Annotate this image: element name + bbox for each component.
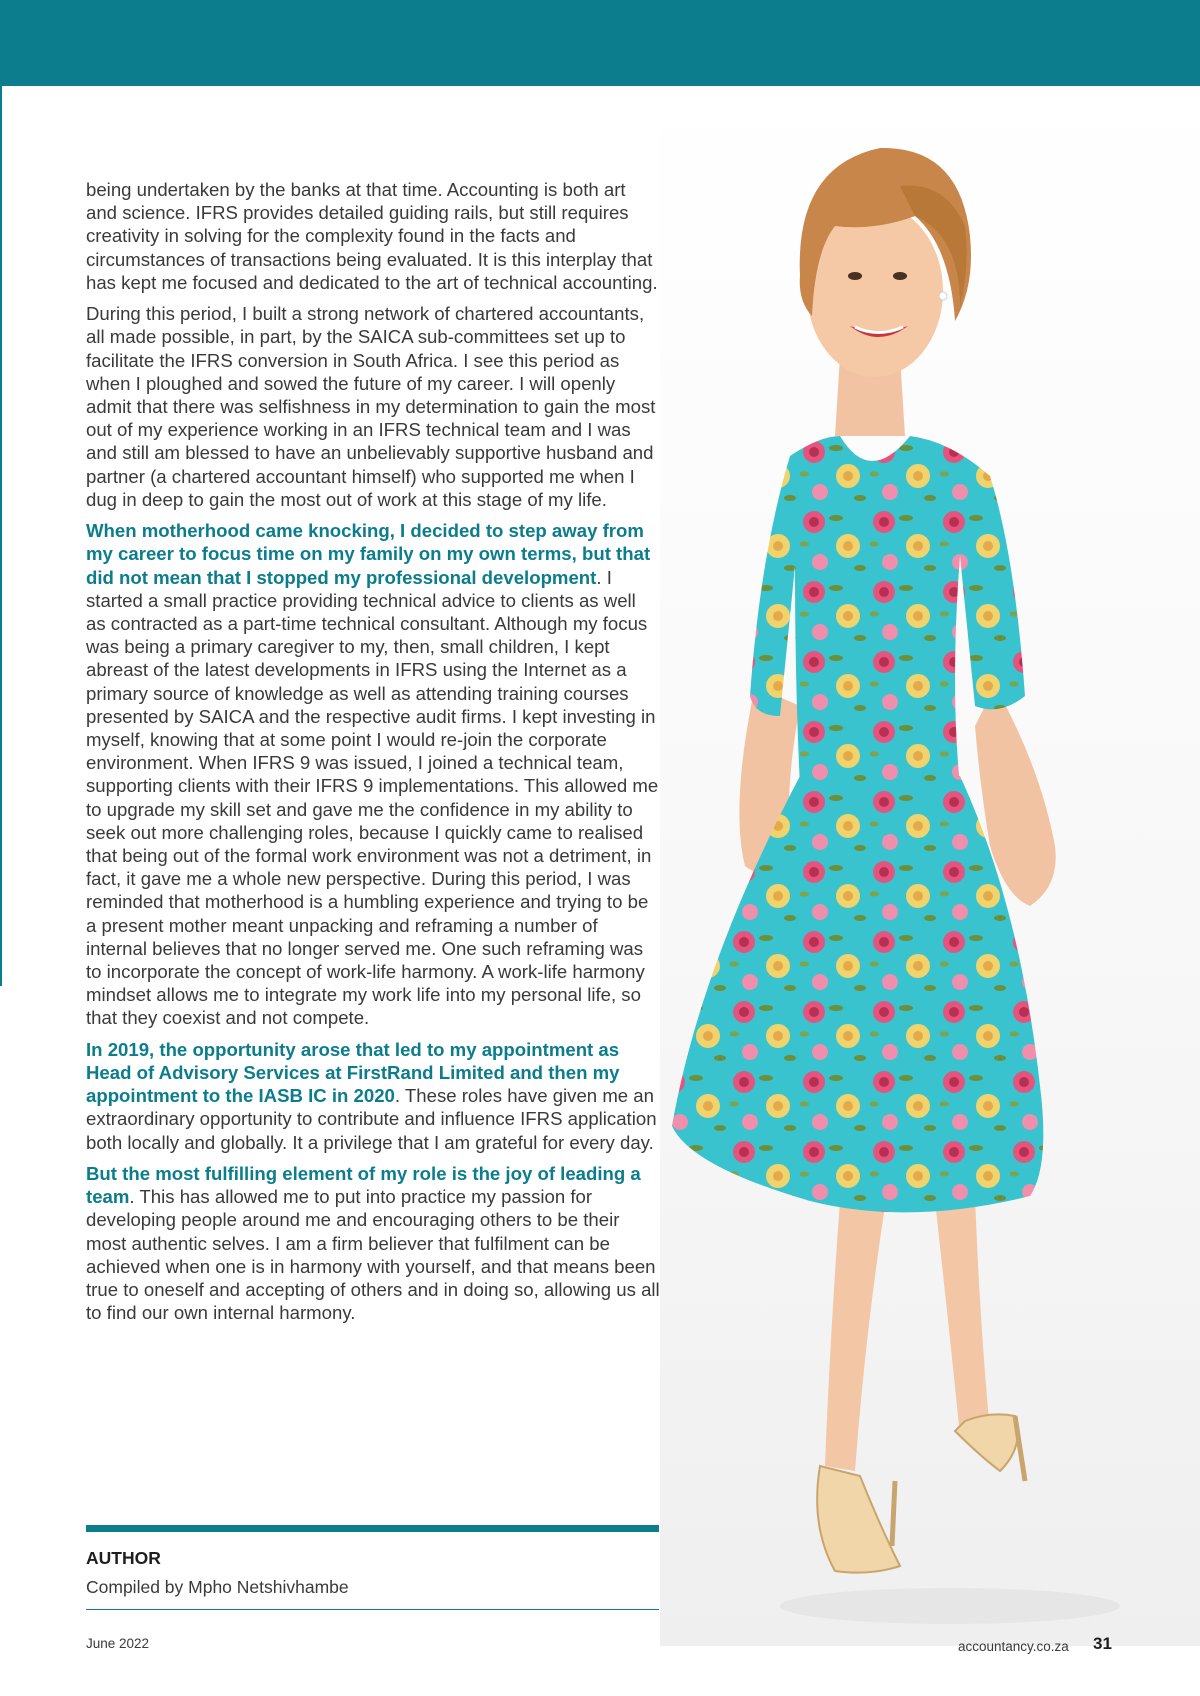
author-divider bbox=[86, 1525, 659, 1532]
paragraph-3 bbox=[86, 519, 660, 1029]
author-bottom-divider bbox=[86, 1609, 659, 1610]
pull-highlight-4: In 2019, the opportunity arose that led to my appointment as Head of Advisory Services at FirstRand Limited and then my appointment to the IASB IC in 2020 bbox=[86, 1038, 620, 1107]
paragraph-2: During this period, I built a strong network of chartered accountants, all made possible, in part, by the SAICA sub-committees set up to facilitate the IFRS conversion in South Africa. I see this period as when I ploughed and sowed the future of my career. I will openly admit that there was selfishness in my determination to gain the most out of my experience working in an IFRS technical team and I was and still am blessed to have an unbelievably supportive husband and partner (a chartered accountant himself) who supported me when I dug in deep to gain the most out of work at this stage of my life. bbox=[86, 303, 656, 510]
header-bar bbox=[0, 0, 1200, 86]
paragraph-5 bbox=[86, 1162, 660, 1324]
footer-date: June 2022 bbox=[86, 1636, 150, 1651]
pull-highlight-5: But the most fulfilling element of my role is the joy of leading a team bbox=[86, 1163, 641, 1208]
paragraph-3-body: . I started a small practice providing technical advice to clients as well as contracted as a part-time technical consultant. Although my focus was being a primary caregiver to my, then, small children, I kept abreast of the latest developments in IFRS using the Internet as a primary source of knowledge as well as attending training courses presented by SAICA and the respective audit firms. I kept investing in myself, knowing that at some point I would re-join the corporate environment. When IFRS 9 was issued, I joined a technical team, supporting clients with their IFRS 9 implementations. This allowed me to upgrade my skill set and gave me the confidence in my ability to seek out more challenging roles, because I quickly came to realised that being out of the formal work environment was not a detriment, in fact, it gave me a whole new perspective. During this period, I was reminded that motherhood is a humbling experience and trying to be a present mother meant unpacking and reframing a number of internal believes that no longer served me. One such reframing was to incorporate the concept of work-life harmony. A work-life harmony mindset allows me to integrate my work life into my personal life, so that they coexist and not compete. bbox=[86, 566, 659, 1029]
author-label: AUTHOR bbox=[86, 1548, 161, 1568]
portrait-photo bbox=[660, 86, 1200, 1646]
paragraph-4-body: . These roles have given me an extraordinary opportunity to contribute and influence IFRS application both locally and globally. It a privilege that I am grateful for every day. bbox=[86, 1085, 657, 1153]
paragraph-1: being undertaken by the banks at that time. Accounting is both art and science. IFRS provides detailed guiding rails, but still requires creativity in solving for the complexity found in the facts and circumstances of transactions being evaluated. It is this interplay that has kept me focused and dedicated to the art of technical accounting. bbox=[86, 179, 658, 293]
page-number: 31 bbox=[1093, 1634, 1112, 1653]
paragraph-4 bbox=[86, 1038, 660, 1154]
page-edge-rule bbox=[0, 86, 2, 986]
author-name: Compiled by Mpho Netshivhambe bbox=[86, 1577, 349, 1597]
footer-site-link[interactable]: accountancy.co.za bbox=[958, 1639, 1069, 1654]
article-body bbox=[86, 178, 660, 1333]
paragraph-5-body: . This has allowed me to put into practice my passion for developing people around me and encouraging others to be their most authentic selves. I am a firm believer that fulfilment can be achieved when one is in harmony with yourself, and that means been true to oneself and accepting of others and in doing so, allowing us all to find our own internal harmony. bbox=[86, 1186, 660, 1324]
pull-highlight-3: When motherhood came knocking, I decided to step away from my career to focus time on my family on my own terms, but that did not mean that I stopped my professional development bbox=[86, 520, 651, 588]
woman-portrait-illustration bbox=[660, 86, 1200, 1646]
